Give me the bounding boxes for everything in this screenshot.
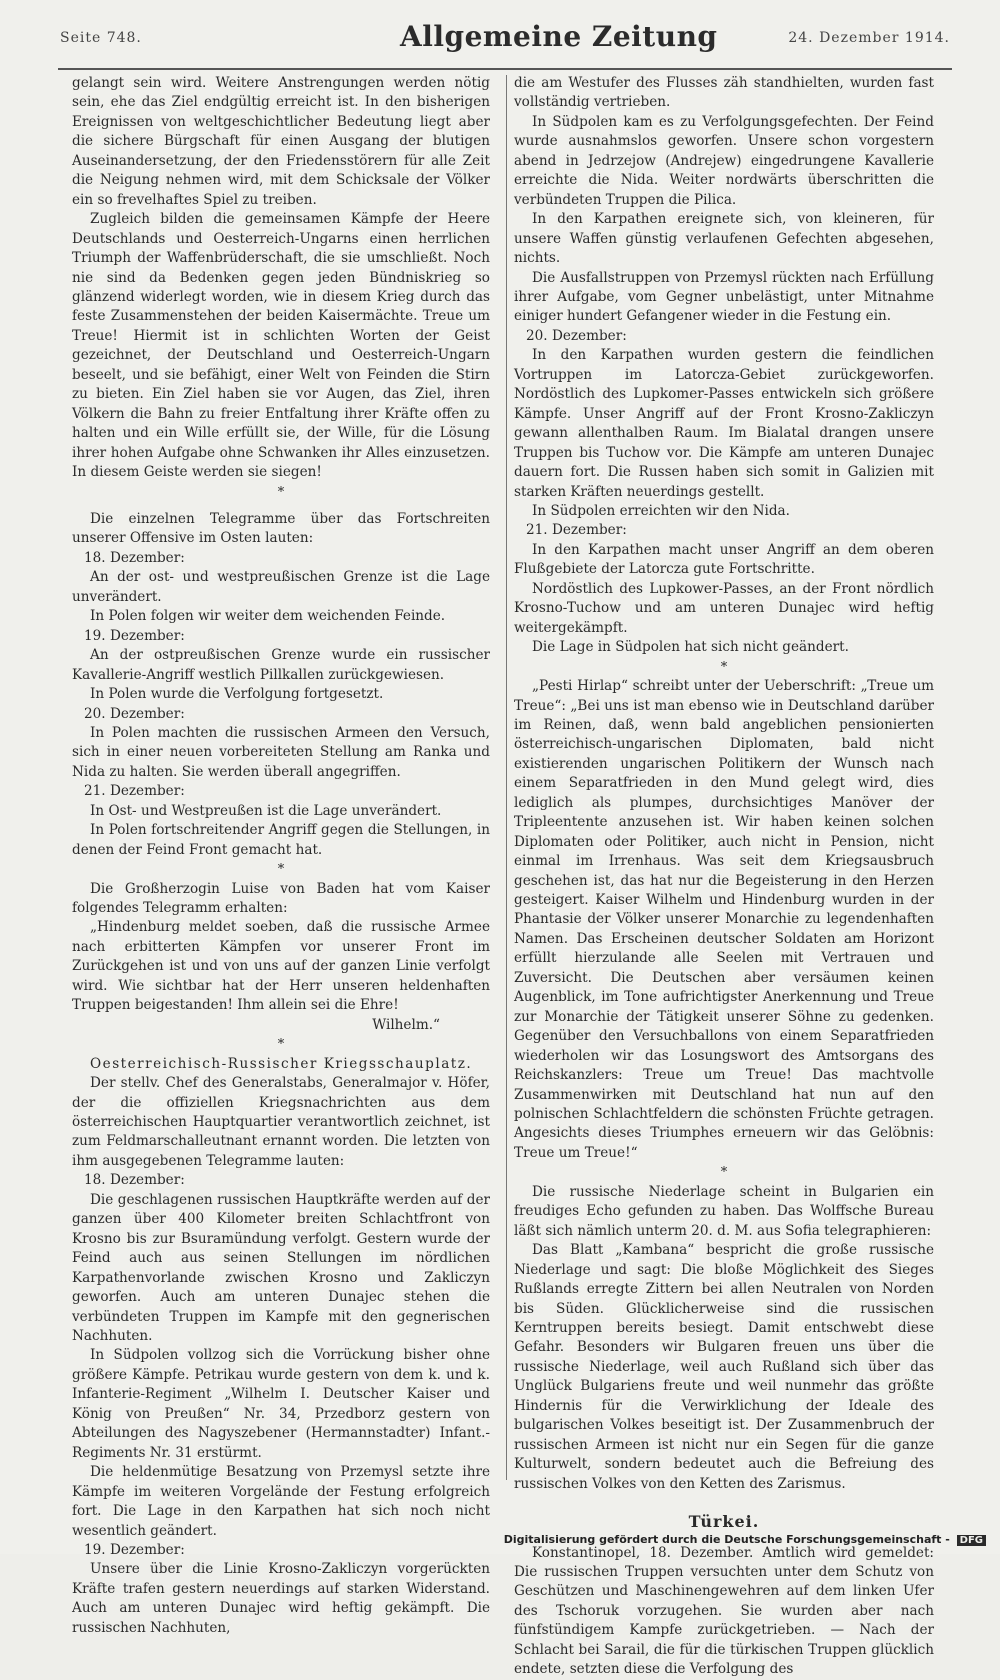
paragraph: Unsere über die Linie Krosno-Zakliczyn vorgerückten Kräfte trafen gestern neuerdings auf starken Widerstand. Auch am unteren Dunajec wird heftig gekämpft. Die russischen Nachhuten, xyxy=(72,1561,490,1636)
digitization-credit xyxy=(504,1533,986,1546)
dfg-logo: DFG xyxy=(957,1535,986,1546)
section-separator: * xyxy=(277,862,285,878)
dateline: 18. Dezember: xyxy=(84,549,185,566)
telegram-text: „Hindenburg meldet soeben, daß die russische Armee nach erbitterten Kämpfen vor unserer Front im Zurückgehen ist und von uns auf der ganzen Linie verfolgt wird. Wie sichtbar hat der Herr unseren heldenhaften Truppen beigestanden! Ihm allein sei die Ehre! xyxy=(72,919,490,1014)
paragraph: Die russische Niederlage scheint in Bulgarien ein freudiges Echo gefunden zu haben. Das Wolffsche Bureau läßt sich nämlich unterm 20. d. M. aus Sofia telegraphieren: xyxy=(514,1183,934,1239)
issue-date: 24. Dezember 1914. xyxy=(788,30,950,46)
section-separator: * xyxy=(277,484,285,500)
header-rule xyxy=(58,68,952,70)
paragraph: In Polen fortschreitender Angriff gegen die Stellungen, in denen der Feind Front gemacht hat. xyxy=(72,822,490,858)
paragraph: Konstantinopel, 18. Dezember. Amtlich wird gemeldet: Die russischen Truppen versuchten unter dem Schutz von Geschützen und Maschinengewehren auf dem linken Ufer des Tschoruk vorzugehen. Sie wurden aber nach fünfstündigem Kampfe zurückgetrieben. — Nach der Schlacht bei Sarail, die für die türkischen Truppen glücklich endete, setzten diese die Verfolgung des xyxy=(514,1544,934,1678)
paragraph: Die Großherzogin Luise von Baden hat vom Kaiser folgendes Telegramm erhalten: xyxy=(72,880,490,917)
masthead: Allgemeine Zeitung xyxy=(400,20,718,53)
section-separator: * xyxy=(720,659,728,675)
paragraph: In Südpolen kam es zu Verfolgungsgefechten. Der Feind wurde ausnahmslos geworfen. Unsere schon vorgestern abend in Jedrzejow (Andrejew) eingedrungene Kavallerie erreichte die Nida. Weiter nordwärts überschritten die verbündeten Truppen die Pilica. xyxy=(514,113,934,208)
paragraph: In den Karpathen macht unser Angriff an dem oberen Flußgebiete der Latorcza gute Fortschritte. xyxy=(514,541,934,578)
telegram-signature: Wilhelm.“ xyxy=(372,1016,440,1033)
credit-text: Digitalisierung gefördert durch die Deutsche Forschungsgemeinschaft - xyxy=(503,1533,950,1546)
dateline: 19. Dezember: xyxy=(84,1541,185,1558)
dateline: 20. Dezember: xyxy=(84,705,185,722)
paragraph: In den Karpathen ereignete sich, von kleineren, für unsere Waffen günstig verlaufenen Gefechten abgesehen, nichts. xyxy=(514,211,934,267)
section-separator: * xyxy=(277,1037,285,1053)
paragraph: An der ost- und westpreußischen Grenze ist die Lage unverändert. xyxy=(72,569,490,605)
dateline: 19. Dezember: xyxy=(84,627,185,644)
paragraph: In Polen wurde die Verfolgung fortgesetzt. xyxy=(90,686,384,703)
paragraph: Die geschlagenen russischen Hauptkräfte werden auf der ganzen über 400 Kilometer breiten Schlachtfront von Krosno bis zur Bsuramündung verfolgt. Gestern wurde der Feind auch aus seinen Stellungen im nördlichen Karpathenvorlande zwischen Krosno und Zakliczyn geworfen. Auch am unteren Dunajec stehen die verbündeten Truppen im Kampfe mit den gegnerischen Nachhuten. xyxy=(72,1191,490,1344)
page-number: Seite 748. xyxy=(60,30,142,46)
paragraph: Die Ausfallstruppen von Przemysl rückten nach Erfüllung ihrer Aufgabe, vom Gegner unbelästigt, unter Mitnahme einiger hundert Gefangener wieder in die Festung ein. xyxy=(514,269,934,325)
paragraph: Nordöstlich des Lupkower-Passes, an der Front nördlich Krosno-Tuchow und am unteren Dunajec wird heftig weitergekämpft. xyxy=(514,580,934,636)
paragraph: die am Westufer des Flusses zäh standhielten, wurden fast vollständig vertrieben. xyxy=(514,75,934,111)
page-header xyxy=(60,20,950,64)
column-divider xyxy=(506,75,507,1480)
dateline: 20. Dezember: xyxy=(526,327,627,344)
right-column xyxy=(514,74,934,1680)
dateline: 18. Dezember: xyxy=(84,1172,185,1189)
dateline: 21. Dezember: xyxy=(84,783,185,800)
section-subheading: Oesterreichisch-Russischer Kriegsschauplatz. xyxy=(90,1055,473,1072)
paragraph: Die einzelnen Telegramme über das Fortschreiten unserer Offensive im Osten lauten: xyxy=(72,510,490,547)
dateline: 21. Dezember: xyxy=(526,522,627,539)
paragraph: Die Lage in Südpolen hat sich nicht geändert. xyxy=(532,639,849,656)
paragraph: gelangt sein wird. Weitere Anstrengungen werden nötig sein, ehe das Ziel endgültig erreicht ist. In den bisherigen Ereignissen von weltgeschichtlicher Bedeutung liegt aber die sichere Bürgschaft für einen Ausgang der blutigen Auseinandersetzung, der den Friedensstörern für alle Zeit die Neigung nehmen wird, mit dem Schicksale der Völker ein so frevelhaftes Spiel zu treiben. xyxy=(72,75,490,208)
left-column xyxy=(72,74,490,1638)
paragraph: In Südpolen erreichten wir den Nida. xyxy=(532,502,790,519)
paragraph: Die heldenmütige Besatzung von Przemysl setzte ihre Kämpfe im weiteren Vorgelände der Festung erfolgreich fort. Die Lage in den Karpathen hat sich noch nicht wesentlich geändert. xyxy=(72,1464,490,1539)
paragraph: In Polen folgen wir weiter dem weichenden Feinde. xyxy=(90,608,446,625)
section-separator: * xyxy=(720,1165,728,1181)
paragraph: In Ost- und Westpreußen ist die Lage unverändert. xyxy=(90,802,442,819)
section-heading: Türkei. xyxy=(688,1512,760,1532)
paragraph: Zugleich bilden die gemeinsamen Kämpfe der Heere Deutschlands und Oesterreich-Ungarns einen herrlichen Triumph der Waffenbrüderschaft, die sie umschließt. Noch nie sind da Bedenken gegen jeden Bündniskrieg so glänzend widerlegt worden, wie in diesem Krieg durch das feste Zusammenstehen der beiden Kaisermächte. Treue um Treue! Hiermit ist in schlichten Worten der Geist gezeichnet, der Deutschland und Oesterreich-Ungarn beseelt, und sie befähigt, einer Welt von Feinden die Stirn zu bieten. Ein Ziel haben sie vor Augen, das Ziel, ihren Völkern die Bahn zu freier Entfaltung ihrer Kräfte offen zu halten und ein Wille erfüllt sie, der Wille, für die Lösung ihrer hohen Aufgabe ohne Schwanken ihr Alles einzusetzen. In diesem Geiste werden sie siegen! xyxy=(72,211,490,481)
paragraph: Der stellv. Chef des Generalstabs, Generalmajor v. Höfer, der die offiziellen Kriegsnachrichten aus dem österreichischen Hauptquartier verantwortlich zeichnet, ist zum Feldmarschalleutnant ernannt worden. Die letzten von ihm ausgegebenen Telegramme lauten: xyxy=(72,1075,490,1169)
paragraph: In Polen machten die russischen Armeen den Versuch, sich in einer neuen vorbereiteten Stellung am Ranka und Nida zu halten. Sie werden überall angegriffen. xyxy=(72,724,490,780)
paragraph: In den Karpathen wurden gestern die feindlichen Vortruppen im Latorcza-Gebiet zurückgeworfen. Nordöstlich des Lupkomer-Passes entwickeln sich größere Kämpfe. Unser Angriff auf der Front Krosno-Zakliczyn gewann allenthalben Raum. Im Bialatal drangen unsere Truppen bis Tuchow vor. Die Kämpfe am unteren Dunajec dauern fort. Die Russen haben sich somit in Galizien mit starken Kräften neuerdings gestellt. xyxy=(514,347,934,500)
paragraph: „Pesti Hirlap“ schreibt unter der Ueberschrift: „Treue um Treue“: „Bei uns ist man ebenso wie in Deutschland darüber im Reinen, daß, wenn bald angeblichen pensionierten österreichisch-ungarischen Diplomaten, bald nicht existierenden ungarischen Politikern der Wunsch nach einem Separatfrieden in den Mund gelegt wird, dies lediglich als plumpes, durchsichtiges Manöver der Tripleentente anzusehen ist. Wir haben keinen solchen Diplomaten oder Politiker, auch nicht in Pension, nicht einmal im Irrenhaus. Was seit dem Kriegsausbruch geschehen ist, das hat nur die Begeisterung in den Herzen gesteigert. Kaiser Wilhelm und Hindenburg wurden in der Phantasie der Völker unserer Monarchie zu legendenhaften Namen. Das Erscheinen deutscher Soldaten am Horizont erfüllt hierzulande alle Seelen mit Vertrauen und Zuversicht. Die Deutschen aber versäumen keinen Augenblick, im Tone aufrichtigster Anerkennung und Treue zur Monarchie der Tätigkeit unserer Söhne zu gedenken. Gegenüber den Versuchballons von einem Separatfrieden wiederholen wir das Losungswort des Amtsorgans des Reichskanzlers: Treue um Treue! Das machtvolle Zusammenwirken mit Deutschland hat nun auf den polnischen Schlachtfeldern die schönsten Früchte getragen. Angesichts dieses Triumphes erneuern wir das Gelöbnis: Treue um Treue!“ xyxy=(514,678,934,1161)
paragraph: Das Blatt „Kambana“ bespricht die große russische Niederlage und sagt: Die bloße Möglichkeit des Sieges Rußlands erregte Zittern bei allen Neutralen von Norden bis Süden. Glücklicherweise sind die russischen Kerntruppen bereits besiegt. Damit entschwebt diese Gefahr. Besonders wir Bulgaren freuen uns über die russische Niederlage, weil auch Rußland sich über das Unglück Bulgariens freute und weil nunmehr das größte Hindernis für die Verwirklichung der Ideale des bulgarischen Volkes beseitigt ist. Der Zusammenbruch der russischen Armeen ist nicht nur ein Segen für die ganze Kulturwelt, sondern bedeutet auch die Befreiung des russischen Volkes von den Ketten des Zarismus. xyxy=(514,1242,934,1492)
paragraph: In Südpolen vollzog sich die Vorrückung bisher ohne größere Kämpfe. Petrikau wurde gestern von dem k. und k. Infanterie-Regiment „Wilhelm I. Deutscher Kaiser und König von Preußen“ Nr. 34, Przedborz gestern von Abteilungen des Nagyszebener (Hermannstadter) Infant.-Regiments Nr. 31 erstürmt. xyxy=(72,1347,490,1461)
paragraph: An der ostpreußischen Grenze wurde ein russischer Kavallerie-Angriff westlich Pillkallen zurückgewiesen. xyxy=(72,647,490,683)
